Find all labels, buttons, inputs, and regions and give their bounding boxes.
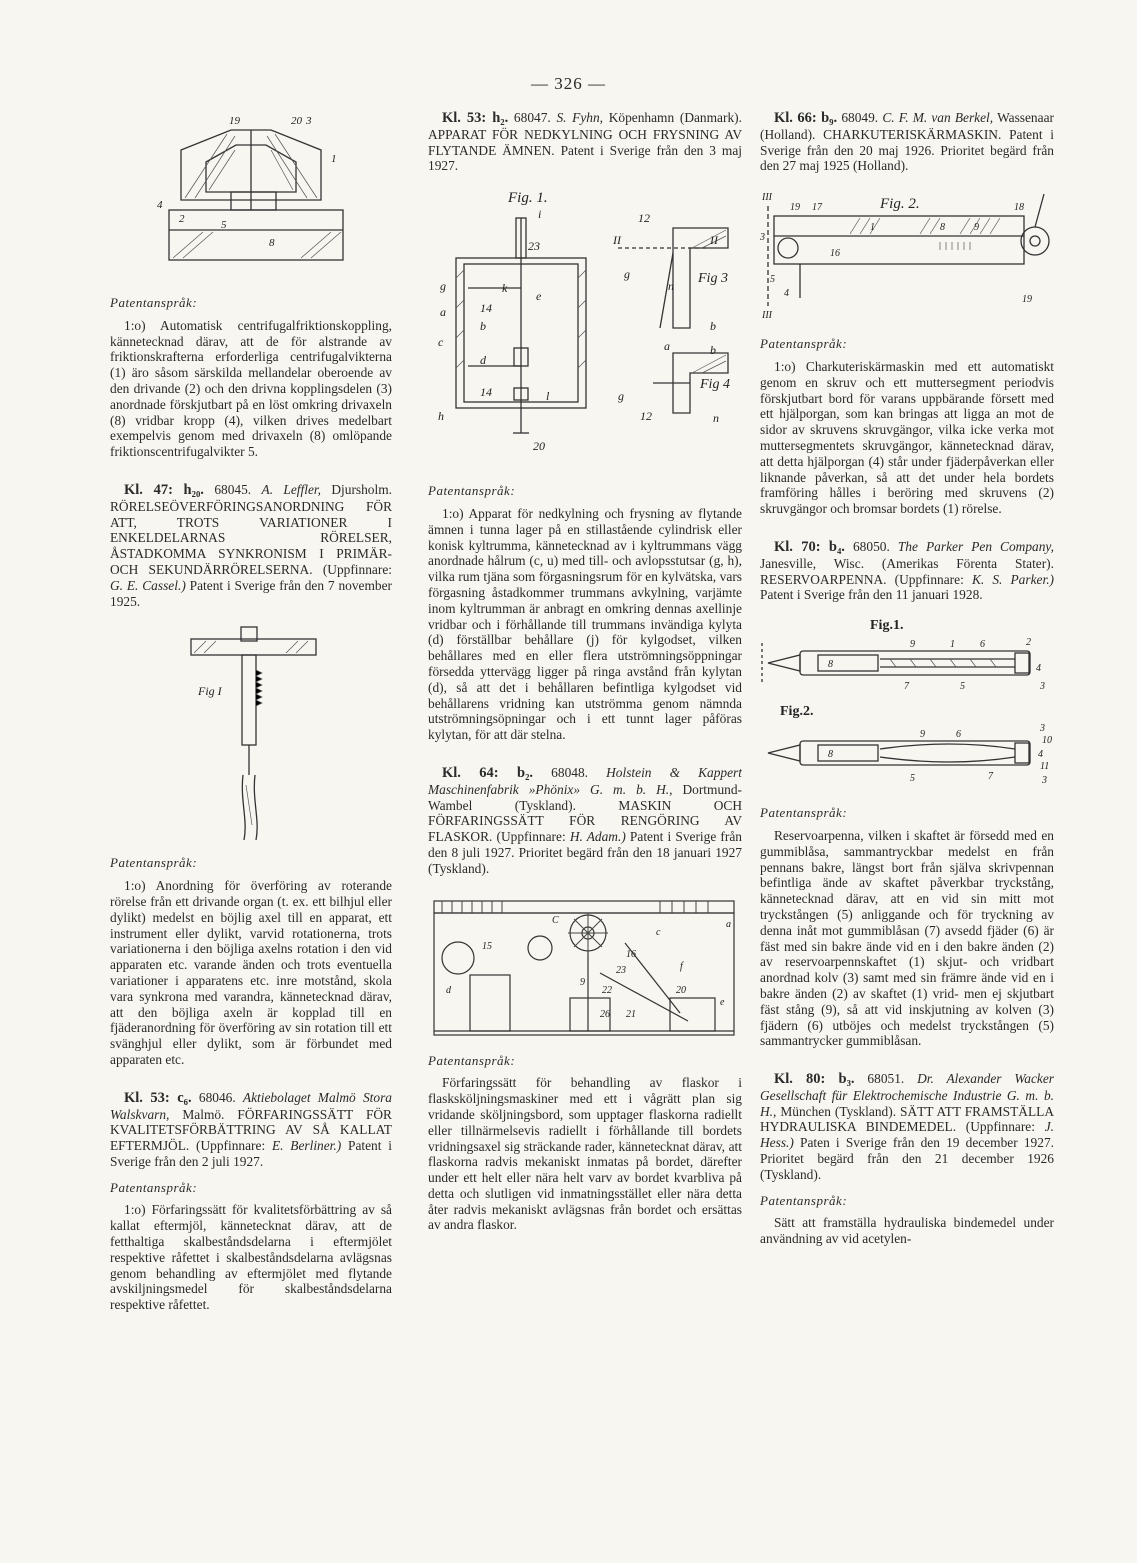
- fig-label: f: [680, 960, 683, 972]
- fig-label: 20: [533, 439, 545, 454]
- fig-label: 17: [812, 202, 822, 214]
- patent-number: 68049.: [841, 110, 879, 125]
- fig-label: 3: [1040, 681, 1045, 693]
- inventor: J. Hess.): [760, 1119, 1054, 1151]
- fig-label: 8: [828, 659, 833, 671]
- applicant: A. Leffler,: [261, 481, 321, 497]
- claim-heading: Patentanspråk:: [428, 483, 516, 499]
- class-code: Kl. 47: h₂₀.: [124, 481, 204, 498]
- fig-label: k: [502, 281, 508, 296]
- fig-label: 19: [229, 115, 240, 127]
- claim-text: Reservoarpenna, vilken i skaftet är försedd med en gummiblåsa, sammantryckbar medelst en från pennans bakre, längst bort från själva skrivpennan befintliga ände av skaftet påverkbar tryckstång, kännetecknad därav, att en vid sin mitt mot tryckstången (5) anliggande och för tryckning av denna inåt mot gummiblåsan (7) avsedd fjäder (6) är fäst med sin bakre ände vid en i den bakre änden (2) av reservoarpennskaftet (1) skjut- och vridbart anordnad kolv (3) samt med sin främre ände vid en i bakre änden (2) av skaftet (1) vrid- men ej skjutbart fäst stång (9), så att vid inskjutning av kolven (3) fjädern (6) utböjes och medelst tryckstången (5) sammantrycker gummiblåsan.: [760, 827, 1054, 1049]
- fig-label: Fig 3: [698, 271, 728, 287]
- patent-entry-68048: [428, 765, 742, 877]
- claim-text: 1:o) Automatisk centrifugalfriktionskoppling, kännetecknad därav, att de för alstrande av friktionskrafterna erforderliga centrifugalvikterna (1) äro såsom särskilda mellandelar oberoende av den drivande (2) och den drivna kopplingsdelen (3) anordnade förskjutbart på en löst omkring drivaxeln (8) vridbar kropp (4), vilken drives medelbart exempelvis genom med drivaxeln (8) omlöpande friktionscentrifugalvikter 5.: [110, 317, 392, 460]
- fig-label: i: [538, 207, 542, 222]
- fig-label: e: [536, 289, 542, 304]
- fig-label: g: [440, 279, 446, 294]
- patent-entry-68045: [110, 482, 392, 609]
- patent-number: 68045.: [214, 481, 252, 497]
- slicer-figure: [760, 186, 1054, 326]
- entry-text: München (Tyskland). SÄTT ATT FRAMSTÄLLA HYDRAULISKA BINDEMEDEL. (Uppfinnare:: [760, 1103, 1054, 1135]
- fig-label: 5: [221, 219, 227, 231]
- fig-label: e: [720, 996, 725, 1008]
- claim-text: 1:o) Charkuteriskärmaskin med ett automatiskt genom en skruv och ett muttersegment periodvis förskjutbart bord för varans uppbärande försett med ett hjälporgan, som kan bringas att ligga an mot de sidor av skruvens skruvgängor, vilka icke verka mot muttersegmentets skruvgängor, kännetecknad därav, att detta hjälporgan (4) står under fjäderpåverkan eller liknande påverkan, så att det under hela bordets framföring hålles i beröring med skruvens (2) skruvgängor och bromsar bordets (1) rörelse.: [760, 358, 1054, 517]
- patent-entry-68046: [110, 1090, 392, 1170]
- patent-entry-68047: [428, 110, 742, 174]
- fig-label: C: [552, 914, 559, 926]
- fig-label: 9: [910, 639, 915, 651]
- fig-label: 4: [1036, 663, 1041, 675]
- claim-heading: Patentanspråk:: [110, 295, 198, 310]
- fountain-pen-figure: [760, 615, 1054, 795]
- fig-label: 4: [157, 199, 163, 211]
- fig-label: b: [480, 319, 486, 334]
- fig-label: II: [710, 233, 718, 248]
- fig-label: c: [438, 335, 444, 350]
- fig-label: a: [664, 339, 670, 354]
- patent-number: 68047.: [513, 110, 551, 125]
- coupling-figure: [151, 110, 351, 285]
- fig-label: 18: [1014, 202, 1024, 214]
- fig-label: 3: [306, 115, 312, 127]
- fig-label: 10: [1042, 735, 1052, 747]
- claim-heading: Patentanspråk:: [760, 1192, 848, 1208]
- patent-entry-68051: [760, 1071, 1054, 1183]
- claim-heading: Patentanspråk:: [110, 855, 198, 871]
- entry-tail: Paten i Sverige från den 19 december 1927. Prioritet begärd från den 21 december 1926 (Tyskland).: [760, 1135, 1054, 1182]
- patent-entry-68050: [760, 539, 1054, 603]
- inventor: E. Berliner.): [271, 1138, 342, 1154]
- fig-label: 3: [1040, 723, 1045, 735]
- fig-label: 7: [988, 771, 993, 783]
- claim-heading: Patentanspråk:: [760, 805, 848, 821]
- applicant: Dr. Alexander Wacker Gesellschaft für Elektrochemische Industrie G. m. b. H.,: [760, 1071, 1054, 1119]
- fig-label: c: [656, 926, 661, 938]
- fig-label: III: [762, 310, 772, 322]
- inventor: K. S. Parker.): [971, 571, 1054, 587]
- fig-label: 1: [331, 153, 337, 165]
- fig-label: a: [726, 918, 731, 930]
- claim-heading: Patentanspråk:: [760, 336, 848, 352]
- entry-text: Wassenaar (Holland). CHARKUTERISKÄRMASKIN. Patent i Sverige från den 20 maj 1926. Prioritet begärd från den 27 maj 1925 (Holland).: [760, 110, 1054, 174]
- fig-label: b: [710, 343, 716, 358]
- entry-tail: Patent i Sverige från den 8 juli 1927. Prioritet begärd från den 18 januari 1927 (Tyskland).: [428, 829, 742, 876]
- fig-label: 11: [1040, 761, 1050, 773]
- entry-tail: Patent i Sverige från den 2 juli 1927.: [110, 1138, 392, 1169]
- fig-label: 8: [940, 222, 945, 234]
- fig-label: n: [713, 411, 719, 426]
- fig-label: 3: [760, 232, 765, 244]
- fig-label: 1: [950, 639, 955, 651]
- fig-label: 16: [830, 248, 840, 260]
- class-code: Kl. 80: b₃.: [774, 1071, 855, 1088]
- fig-label: 5: [960, 681, 965, 693]
- fig-label: 16: [626, 948, 636, 960]
- entry-text: Köpenhamn (Danmark). APPARAT FÖR NEDKYLNING OCH FRYSNING AV FLYTANDE ÄMNEN. Patent i Sverige från den 3 maj 1927.: [428, 110, 742, 174]
- bottle-washer-figure: [430, 893, 740, 1043]
- fig-label: 3: [1042, 775, 1047, 787]
- patent-number: 68051.: [867, 1071, 905, 1087]
- fig-label: 19: [790, 202, 800, 214]
- fig-label: l: [546, 389, 550, 404]
- claim-heading: Patentanspråk:: [428, 1052, 516, 1068]
- claim-text: 1:o) Förfaringssätt för kvalitetsförbättring av så kallat eftermjöl, kännetecknat därav, att de fetthaltiga skalbeståndsdelarna i eftermjölet respektive råfettet i skalbeståndsdelarna avlägsnas genom behandling av eftermjölet med flytande avskiljningsmedel för skalbeståndsdelarna respektive råfettet.: [110, 1202, 392, 1313]
- patent-number: 68048.: [551, 764, 588, 780]
- fig-label: 8: [828, 749, 833, 761]
- fig-label: 12: [640, 409, 652, 424]
- fig-label: 21: [626, 1008, 636, 1020]
- fig-label: Fig. 1.: [508, 190, 548, 207]
- entry-text: Malmö. FÖRFARINGSSÄTT FÖR KVALITETSFÖRBÄTTRING AV SÅ KALLAT EFTERMJÖL. (Uppfinnare:: [110, 1106, 392, 1154]
- fig-label: 14: [480, 385, 492, 400]
- fig-label: g: [618, 389, 624, 404]
- page-number: — 326 —: [531, 74, 606, 93]
- entry-tail: Patent i Sverige från den 11 januari 1928.: [760, 587, 983, 603]
- fig-label: 9: [974, 222, 979, 234]
- fig-title: Fig.2.: [780, 704, 814, 720]
- fig-label: 9: [920, 729, 925, 741]
- class-code: Kl. 70: b₄.: [774, 538, 845, 555]
- fig-label: 5: [770, 274, 775, 286]
- fig-title: Fig.1.: [870, 618, 904, 634]
- class-code: Kl. 66: b₉.: [774, 110, 838, 126]
- inventor: H. Adam.): [569, 829, 626, 845]
- fig-label: 6: [956, 729, 961, 741]
- inventor: G. E. Cassel.): [110, 577, 186, 593]
- patent-number: 68050.: [852, 538, 890, 554]
- applicant: Holstein & Kappert Maschinenfabrik »Phönix» G. m. b. H.,: [428, 764, 742, 797]
- fig-label: 19: [1022, 294, 1032, 306]
- fig-label: d: [480, 353, 486, 368]
- fig-label: 22: [602, 984, 612, 996]
- fig-label: 20: [676, 984, 686, 996]
- column-right: [760, 110, 1054, 1247]
- fig-label: 15: [482, 940, 492, 952]
- fig-label: 14: [480, 301, 492, 316]
- fig-label: 23: [528, 239, 540, 254]
- fig-label: Fig 4: [700, 377, 730, 393]
- applicant: S. Fyhn,: [556, 110, 604, 125]
- claim-text: 1:o) Apparat för nedkylning och frysning av flytande ämnen i tunna lager på en stillastående cylindrisk eller konisk kyltrumma, kännetecknad av i kyltrummans vägg anordnade hålrum (c, u) med till- och avlopsstutsar (g, h), vilka rum tjäna som förgasningsrum för en kylvätska, vars förgasning åstadkommer trummans avkylning, varjämte inom kyltrumman är anbragt en omkring dennas axellinje vridbar och i förhållande till trummans invändiga kylyta (d) förställbar behållare (j) för kylgodset, vilken behållares med en eller flera utströmningsöppningar försedda yttervägg ligger på ringa avstånd från kylytan (d), så att det i behållaren befintliga kylgodset vid behållarens vridning kan utströmma genom nämnda utströmningsöpningar och i ett tunnt lager påföras kylytan, för att där stelna.: [428, 505, 742, 743]
- fig-label: 9: [580, 976, 585, 988]
- claim-text: Förfaringssätt för behandling av flaskor i flasksköljningsmaskiner med ett i vågrätt plan sig vridande sköljningsbord, som upptager flaskorna radiellt eller tillnärmelsevis radiellt i förhållande till bordets vridningsaxel sig sträckande rader, kännetecknat därav, att flaskorna radvis mekaniskt inmatas på bordet, därefter under ett helt eller nära helt varv av bordet kvarbliva på detta och slutligen vid inmatningsstället eller nära detta åter radvis mekaniskt avlägsnas från bordet och ersättas av andra flaskor.: [428, 1075, 742, 1233]
- column-left: [110, 110, 392, 1313]
- fig-label: Fig I: [198, 684, 222, 699]
- fig-label: 2: [1026, 637, 1031, 649]
- fig-label: h: [438, 409, 444, 424]
- patent-number: 68046.: [198, 1089, 236, 1105]
- fig-label: 6: [980, 639, 985, 651]
- fig-label: II: [613, 233, 621, 248]
- column-middle: [428, 110, 742, 1233]
- fig-label: 20: [291, 115, 302, 127]
- fig-label: 7: [904, 681, 909, 693]
- entry-text: Djursholm. RÖRELSEÖVERFÖRINGSANORDNING FÖR ATT, TROTS VARIATIONER I ENKELDELARNAS RÖRELSER, ÅSTADKOMMA SYNKRONISM I PRIMÄR- OCH SEKUNDÄRRÖRELSERNA. (Uppfinnare:: [110, 481, 392, 577]
- entry-text: Dortmund-Wambel (Tyskland). MASKIN OCH FÖRFARINGSSÄTT FÖR RENGÖRING AV FLASKOR. (Uppfinnare:: [428, 781, 742, 845]
- applicant: Aktiebolaget Malmö Stora Walskvarn,: [110, 1089, 392, 1122]
- shaft-figure: [176, 625, 326, 845]
- fig-label: 1: [870, 222, 875, 234]
- fig-label: 4: [1038, 749, 1043, 761]
- fig-label: b: [710, 319, 716, 334]
- applicant: The Parker Pen Company,: [897, 538, 1054, 554]
- fig-label: 8: [269, 237, 275, 249]
- cooling-drum-figure: [428, 188, 742, 473]
- claim-text: Sätt att framställa hydrauliska bindemedel under användning av vid acetylen-: [760, 1215, 1054, 1247]
- fig-label: 23: [616, 964, 626, 976]
- fig-label: 12: [638, 211, 650, 226]
- applicant: C. F. M. van Berkel,: [882, 110, 994, 125]
- entry-tail: Patent i Sverige från den 7 november 1925.: [110, 577, 392, 609]
- fig-label: a: [440, 305, 446, 320]
- class-code: Kl. 64: b₂.: [442, 764, 534, 781]
- claim-text: 1:o) Anordning för överföring av roterande rörelse från ett drivande organ (t. ex. ett bilhjul eller dylikt) medelst en böjlig axel till en apparat, ett instrument eller dylikt, varvid rotationerna, trots variationerna i den böjliga axelns rotation i den vid apparaten etc. varande änden och trots eventuella variationer i apparatens etc. inre motstånd, skola vara synkrona med varandra, kännetecknad därav, att den böjliga axeln är kopplad till en fjäderanordning för överföring av sin rotation till ett svänghjul eller dylikt, som är förbundet med apparaten etc.: [110, 878, 392, 1067]
- claim-heading: Patentanspråk:: [110, 1179, 198, 1195]
- fig-label: 4: [784, 288, 789, 300]
- fig-label: d: [446, 984, 451, 996]
- fig-label: Fig. 2.: [880, 196, 920, 213]
- fig-label: g: [624, 267, 630, 282]
- fig-label: n: [668, 279, 674, 294]
- fig-label: III: [762, 192, 772, 204]
- fig-label: 5: [910, 773, 915, 785]
- entry-text: Janesville, Wisc. (Amerikas Förenta Stater). RESERVOARPENNA. (Uppfinnare:: [760, 555, 1054, 587]
- fig-label: 26: [600, 1008, 610, 1020]
- class-code: Kl. 53: c₆.: [124, 1089, 192, 1106]
- patent-entry-68049: [760, 110, 1054, 174]
- class-code: Kl. 53: h₂.: [442, 110, 509, 126]
- fig-label: 2: [179, 213, 185, 225]
